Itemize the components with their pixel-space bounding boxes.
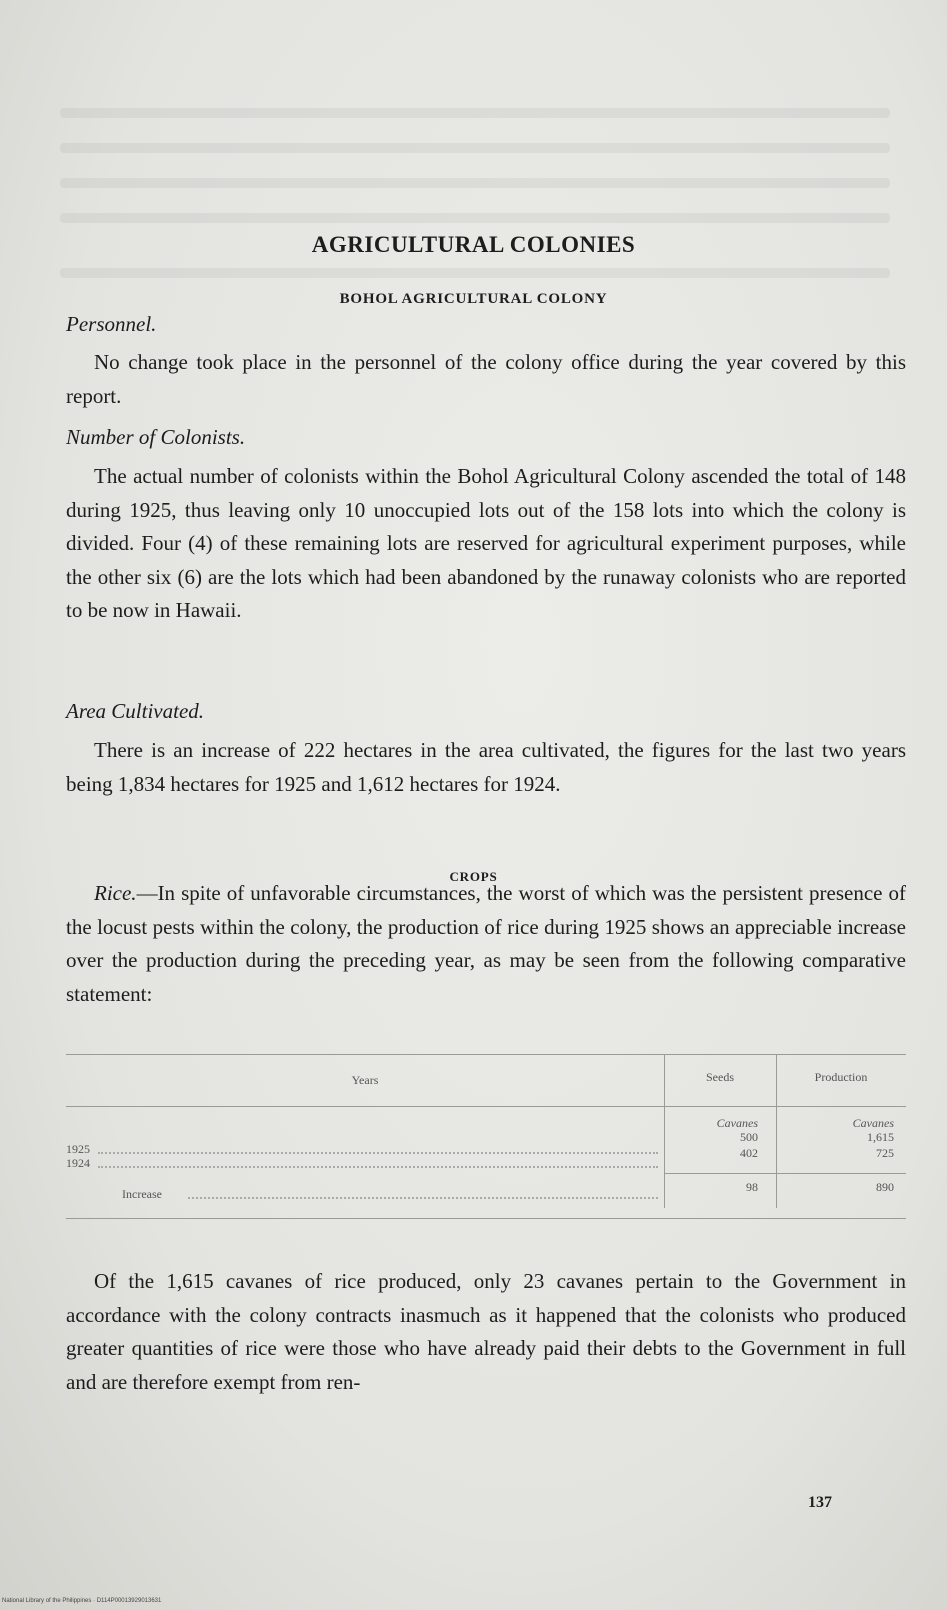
row-seeds-1925: 500: [740, 1130, 758, 1144]
unit-production: Cavanes: [852, 1116, 894, 1130]
unit-seeds: Cavanes: [716, 1116, 758, 1130]
increase-seeds: 98: [746, 1180, 758, 1194]
table-top-rule: [66, 1054, 906, 1055]
page-heading: AGRICULTURAL COLONIES: [311, 232, 636, 257]
section-body-colonists: The actual number of colonists within the Bohol Agricultural Colony ascended the total of 148 during 1925, thus leaving only 10 unoccupied lots out of the 158 lots into which the colony is divided. Four (4) of these remaining lots are reserved for agricultural experiment purposes, while the other six (6) are the lots which had been abandoned by the runaway colonists who are reported to be now in Hawaii.: [66, 464, 906, 622]
section-title-area: Area Cultivated.: [66, 699, 205, 723]
rice-paragraph: [66, 877, 906, 1011]
footer-credit: National Library of the Philippines · D114P00013929013631: [2, 1598, 162, 1604]
header-seeds: Seeds: [706, 1070, 734, 1084]
leader-dots: [98, 1166, 658, 1168]
crops-heading: CROPS: [449, 869, 498, 884]
table-bottom-rule: [66, 1218, 906, 1219]
section-body-personnel: No change took place in the personnel of the colony office during the year covered by this report.: [66, 350, 906, 408]
rice-body: —In spite of unfavorable circumstances, the worst of which was the persistent presence of the locust pests within the colony, the production of rice during 1925 shows an appreciable increase over the production during the preceding year, as may be seen from the following comparative statement:: [66, 881, 906, 1006]
bleed-through-line: [60, 213, 890, 223]
bleed-through-line: [60, 108, 890, 118]
bleed-through-line: [60, 268, 890, 278]
header-production: Production: [814, 1070, 868, 1084]
rice-comparison-table: [66, 1050, 906, 1240]
increase-production: 890: [876, 1180, 894, 1194]
leader-dots: [188, 1197, 658, 1199]
table-header-rule: [66, 1106, 906, 1107]
rice-lead: Rice.: [94, 881, 137, 905]
section-body-area: There is an increase of 222 hectares in the area cultivated, the figures for the last two years being 1,834 hectares for 1925 and 1,612 hectares for 1924.: [66, 738, 906, 796]
table-sum-rule: [664, 1173, 906, 1174]
increase-label: Increase: [122, 1187, 162, 1201]
row-production-1925: 1,615: [867, 1130, 894, 1144]
row-production-1924: 725: [876, 1146, 894, 1160]
bleed-through-line: [60, 143, 890, 153]
row-seeds-1924: 402: [740, 1146, 758, 1160]
row-year-1925: 1925: [66, 1142, 90, 1156]
header-years: Years: [351, 1073, 379, 1087]
page-number: 137: [808, 1494, 832, 1511]
closing-paragraph: Of the 1,615 cavanes of rice produced, only 23 cavanes pertain to the Government in accordance with the colony contracts inasmuch as it happened that the colonists who produced greater quantities of rice were those who have already paid their debts to the Government in full and are therefore exempt from ren-: [66, 1269, 906, 1394]
section-title-personnel: Personnel.: [66, 312, 157, 336]
section-title-colonists: Number of Colonists.: [66, 425, 246, 449]
colony-heading: BOHOL AGRICULTURAL COLONY: [339, 291, 608, 307]
leader-dots: [98, 1152, 658, 1154]
row-year-1924: 1924: [66, 1156, 90, 1170]
bleed-through-line: [60, 178, 890, 188]
